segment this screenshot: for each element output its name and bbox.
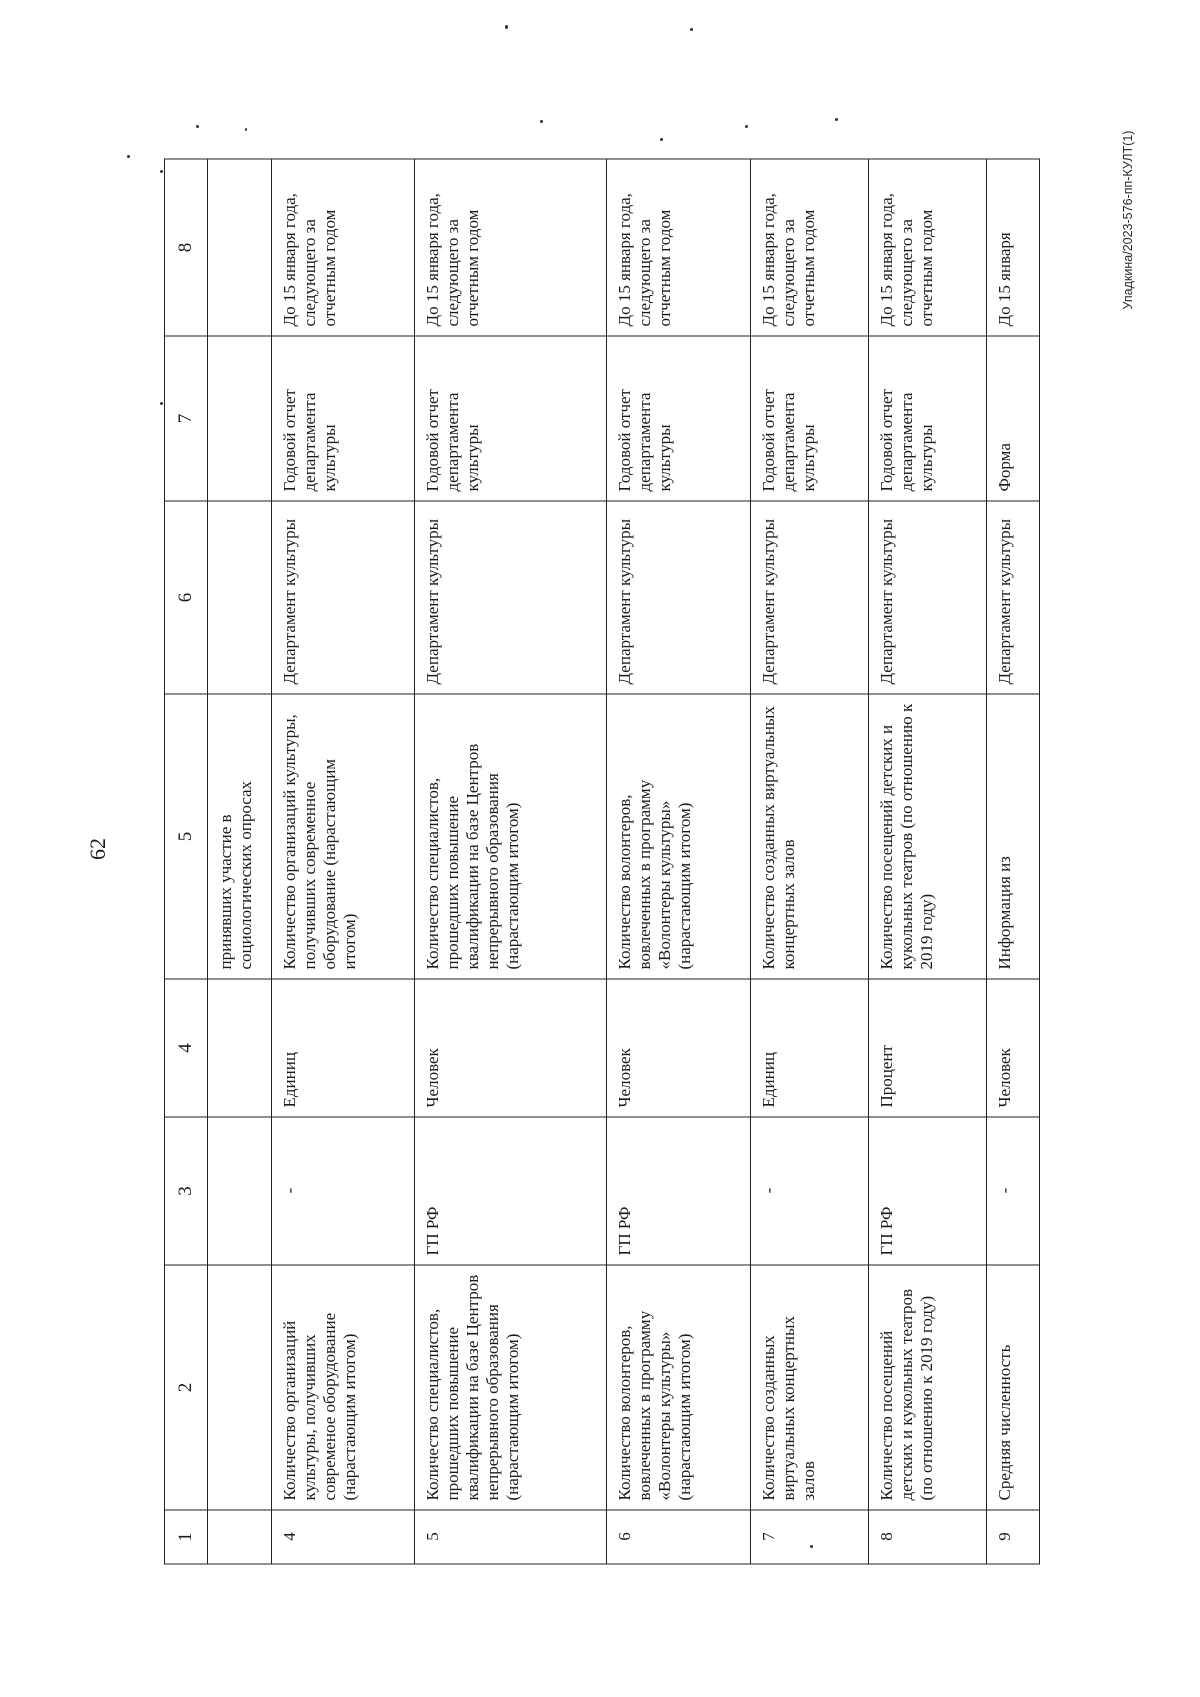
report-form-cell: Годовой отчет департамента культуры: [272, 336, 415, 501]
column-header: 6: [165, 501, 208, 694]
definition-cell: Количество созданных виртуальных концертных залов: [750, 694, 868, 979]
continuation-definition-cell: принявших участие в социологических опросах: [208, 694, 272, 979]
unit-cell: Человек: [415, 979, 607, 1117]
scan-speck: [660, 138, 663, 141]
responsible-cell: Департамент культуры: [868, 501, 986, 694]
scan-speck: [245, 128, 247, 131]
responsible-cell: Департамент культуры: [987, 501, 1040, 694]
report-form-cell: Годовой отчет департамента культуры: [868, 336, 986, 501]
table-row: [868, 159, 986, 1564]
column-header: 8: [165, 159, 208, 336]
unit-cell: Единиц: [750, 979, 868, 1117]
deadline-cell: До 15 января года, следующего за отчетным годом: [868, 159, 986, 336]
column-header: 2: [165, 1265, 208, 1510]
definition-cell: Количество организаций культуры, получивших современное оборудование (нарастающим итогом): [272, 694, 415, 979]
row-number-cell: 4: [272, 1510, 415, 1564]
scan-speck: [835, 118, 838, 121]
row-number-cell: 6: [607, 1510, 750, 1564]
unit-cell: Единиц: [272, 979, 415, 1117]
table-cell: [208, 501, 272, 694]
table-container: [164, 160, 1040, 1565]
definition-cell: Количество посещений детских и кукольных театров (по отношению к 2019 году): [868, 694, 986, 979]
unit-cell: Человек: [607, 979, 750, 1117]
deadline-cell: До 15 января: [987, 159, 1040, 336]
table-row: [750, 159, 868, 1564]
deadline-cell: До 15 января года, следующего за отчетным годом: [415, 159, 607, 336]
responsible-cell: Департамент культуры: [607, 501, 750, 694]
report-form-cell: Годовой отчет департамента культуры: [750, 336, 868, 501]
column-header: 5: [165, 694, 208, 979]
indicator-name-cell: Количество организаций культуры, получивших современое оборудование (нарастающим итогом): [272, 1265, 415, 1510]
scan-speck: [160, 170, 163, 173]
deadline-cell: До 15 января года, следующего за отчетным годом: [607, 159, 750, 336]
table-row: [272, 159, 415, 1564]
document-footer-code: Упадкина/2023-576-пп-КУЛТ(1): [1121, 130, 1135, 310]
table-cell: [208, 1510, 272, 1564]
table-cell: [208, 1265, 272, 1510]
source-cell: ГП РФ: [415, 1117, 607, 1265]
column-header: 3: [165, 1117, 208, 1265]
indicator-name-cell: Количество посещений детских и кукольных театров (по отношению к 2019 году): [868, 1265, 986, 1510]
report-form-cell: Годовой отчет департамента культуры: [607, 336, 750, 501]
definition-cell: Информация из: [987, 694, 1040, 979]
table-cell: [208, 336, 272, 501]
source-cell: ГП РФ: [607, 1117, 750, 1265]
deadline-cell: До 15 января года, следующего за отчетным годом: [272, 159, 415, 336]
scan-speck: [745, 125, 748, 128]
column-header: 4: [165, 979, 208, 1117]
deadline-cell: До 15 января года, следующего за отчетным годом: [750, 159, 868, 336]
scan-speck: [196, 125, 199, 128]
page-number: 62: [85, 838, 110, 860]
indicator-name-cell: Средняя численность: [987, 1265, 1040, 1510]
report-form-cell: Форма: [987, 336, 1040, 501]
source-cell: ГП РФ: [868, 1117, 986, 1265]
table-row: [987, 159, 1040, 1564]
source-cell: -: [987, 1117, 1040, 1265]
row-number-cell: 8: [868, 1510, 986, 1564]
unit-cell: Человек: [987, 979, 1040, 1117]
row-number-cell: 5: [415, 1510, 607, 1564]
indicator-name-cell: Количество специалистов, прошедших повышение квалификации на базе Центров непрерывного образования (нарастающим итогом): [415, 1265, 607, 1510]
table-cell: [208, 159, 272, 336]
table-cell: [208, 979, 272, 1117]
row-number-cell: 7: [750, 1510, 868, 1564]
definition-cell: Количество волонтеров, вовлеченных в программу «Волонтеры культуры» (нарастающим итогом): [607, 694, 750, 979]
source-cell: -: [272, 1117, 415, 1265]
scan-speck: [690, 28, 693, 31]
scan-speck: [540, 120, 543, 123]
indicator-name-cell: Количество волонтеров, вовлеченных в программу «Волонтеры культуры» (нарастающим итогом): [607, 1265, 750, 1510]
column-header: 1: [165, 1510, 208, 1564]
responsible-cell: Департамент культуры: [415, 501, 607, 694]
table-continuation-row: [208, 159, 272, 1564]
unit-cell: Процент: [868, 979, 986, 1117]
responsible-cell: Департамент культуры: [272, 501, 415, 694]
scan-speck: [810, 1545, 813, 1548]
row-number-cell: 9: [987, 1510, 1040, 1564]
definition-cell: Количество специалистов, прошедших повышение квалификации на базе Центров непрерывного образования (нарастающим итогом): [415, 694, 607, 979]
scan-speck: [160, 402, 163, 405]
scan-speck: [127, 155, 130, 158]
table-header-row: [165, 159, 208, 1564]
indicators-table: [164, 159, 1040, 1565]
responsible-cell: Департамент культуры: [750, 501, 868, 694]
source-cell: -: [750, 1117, 868, 1265]
column-header: 7: [165, 336, 208, 501]
table-row: [607, 159, 750, 1564]
report-form-cell: Годовой отчет департамента культуры: [415, 336, 607, 501]
scan-speck: [505, 25, 508, 29]
table-cell: [208, 1117, 272, 1265]
indicator-name-cell: Количество созданных виртуальных концертных залов: [750, 1265, 868, 1510]
table-row: [415, 159, 607, 1564]
